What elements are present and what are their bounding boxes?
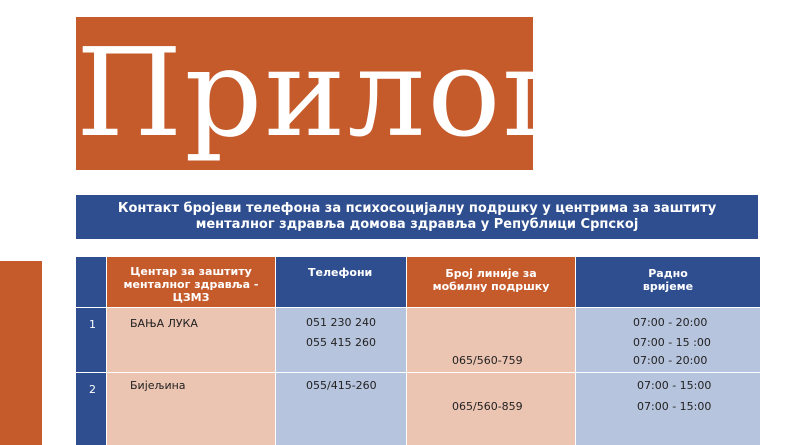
header-hours-line-1: Радно [648, 267, 688, 280]
row-2-hours-2: 07:00 - 15:00 [637, 400, 712, 413]
header-mobile [407, 257, 575, 307]
row-1-hours-1: 07:00 - 20:00 [633, 316, 708, 329]
row-1-mobile: 065/560-759 [452, 354, 523, 367]
row-1-num: 1 [76, 308, 106, 372]
row-1-hours-2: 07:00 - 15 :00 [633, 336, 711, 349]
header-hours [576, 257, 760, 307]
header-phones-label: Телефони [308, 266, 373, 279]
header-center-line-2: менталног здравља - [123, 278, 259, 291]
row-1-phone-1: 051 230 240 [306, 316, 376, 329]
title-box [76, 17, 569, 170]
header-hours-line-2: вријеме [642, 280, 694, 293]
row-2-mobile: 065/560-859 [452, 400, 523, 413]
row-1-hours-3: 07:00 - 20:00 [633, 354, 708, 367]
row-2-hours-1: 07:00 - 15:00 [637, 379, 712, 392]
banner-line-1: Контакт бројеви телефона за психосоцијалну подршку у центрима за заштиту [117, 201, 717, 216]
header-center-line-3: ЦЗМЗ [172, 291, 210, 304]
header-center-line-1: Центар за заштиту [130, 265, 252, 278]
header-phones [276, 257, 406, 307]
row-1-phone-2: 055 415 260 [306, 336, 376, 349]
row-1-center-name: БАЊА ЛУКА [130, 317, 198, 330]
header-center [107, 257, 275, 307]
table-caption-banner [76, 195, 758, 239]
decorative-side-bar [0, 261, 42, 445]
header-mobile-line-2: мобилну подршку [432, 280, 550, 293]
row-2-num: 2 [76, 373, 106, 445]
banner-line-2: менталног здравља домова здравља у Републици Српској [195, 217, 639, 232]
header-mobile-line-1: Број линије за [445, 267, 537, 280]
row-2-center-name: Бијељина [130, 379, 186, 392]
header-num-cell [76, 257, 106, 307]
row-2-phone-1: 055/415-260 [306, 379, 377, 392]
page-title: Прилог [76, 22, 569, 164]
